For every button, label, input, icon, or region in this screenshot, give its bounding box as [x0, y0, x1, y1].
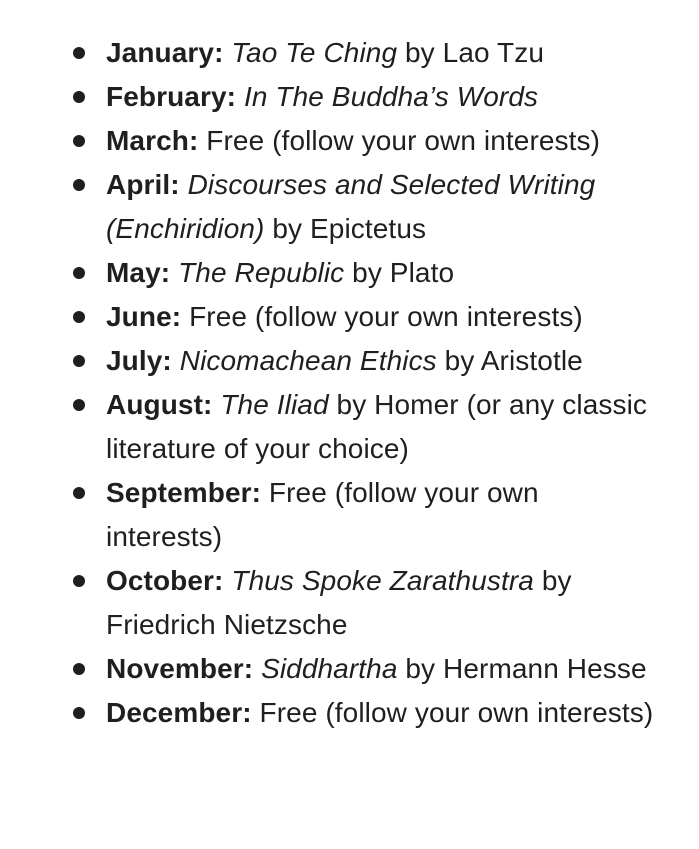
item-author: by Friedrich Nietzsche	[106, 565, 572, 640]
list-item-august	[0, 383, 699, 471]
list-item-march	[0, 119, 699, 163]
item-author: by Aristotle	[436, 345, 583, 376]
item-text	[180, 169, 188, 200]
bullet-icon	[73, 135, 85, 147]
month-label: January:	[106, 37, 224, 68]
item-text	[253, 653, 261, 684]
bullet-icon	[73, 47, 85, 59]
list-item-september	[0, 471, 699, 559]
item-text	[170, 257, 178, 288]
month-label: March:	[106, 125, 199, 156]
book-title: Thus Spoke Zarathustra	[231, 565, 534, 596]
item-author: by Homer (or any classic literature of your choice)	[106, 389, 648, 464]
month-label: May:	[106, 257, 171, 288]
item-author: by Hermann Hesse	[397, 653, 647, 684]
book-title: Discourses and Selected Writing (Enchiridion)	[106, 169, 596, 244]
month-label: December:	[106, 697, 252, 728]
reading-list	[0, 31, 699, 735]
month-label: September:	[106, 477, 262, 508]
month-label: August:	[106, 389, 213, 420]
bullet-icon	[73, 399, 85, 411]
bullet-icon	[73, 355, 85, 367]
list-item-may	[0, 251, 699, 295]
book-title: The Iliad	[220, 389, 329, 420]
item-author: by Epictetus	[264, 213, 427, 244]
month-label: February:	[106, 81, 237, 112]
month-label: April:	[106, 169, 180, 200]
month-label: June:	[106, 301, 182, 332]
bullet-icon	[73, 663, 85, 675]
book-title: Siddhartha	[261, 653, 398, 684]
list-item-december	[0, 691, 699, 735]
month-label: July:	[106, 345, 172, 376]
item-text	[172, 345, 180, 376]
list-item-february	[0, 75, 699, 119]
list-item-june	[0, 295, 699, 339]
book-title: Nicomachean Ethics	[179, 345, 437, 376]
bullet-icon	[73, 179, 85, 191]
book-title: The Republic	[178, 257, 345, 288]
book-title: In The Buddha’s Words	[243, 81, 539, 112]
month-label: October:	[106, 565, 224, 596]
list-item-november	[0, 647, 699, 691]
item-author: by Lao Tzu	[397, 37, 545, 68]
bullet-icon	[73, 311, 85, 323]
bullet-icon	[73, 575, 85, 587]
item-text	[236, 81, 244, 112]
bullet-icon	[73, 91, 85, 103]
item-author: by Plato	[344, 257, 455, 288]
item-text: Free (follow your own interests)	[198, 125, 601, 156]
book-title: Tao Te Ching	[231, 37, 398, 68]
list-item-october	[0, 559, 699, 647]
list-item-july	[0, 339, 699, 383]
list-item-january	[0, 31, 699, 75]
bullet-icon	[73, 487, 85, 499]
month-label: November:	[106, 653, 254, 684]
bullet-icon	[73, 267, 85, 279]
item-text: Free (follow your own interests)	[251, 697, 654, 728]
list-item-april	[0, 163, 699, 251]
item-text: Free (follow your own interests)	[106, 477, 539, 552]
bullet-icon	[73, 707, 85, 719]
item-text: Free (follow your own interests)	[181, 301, 583, 332]
